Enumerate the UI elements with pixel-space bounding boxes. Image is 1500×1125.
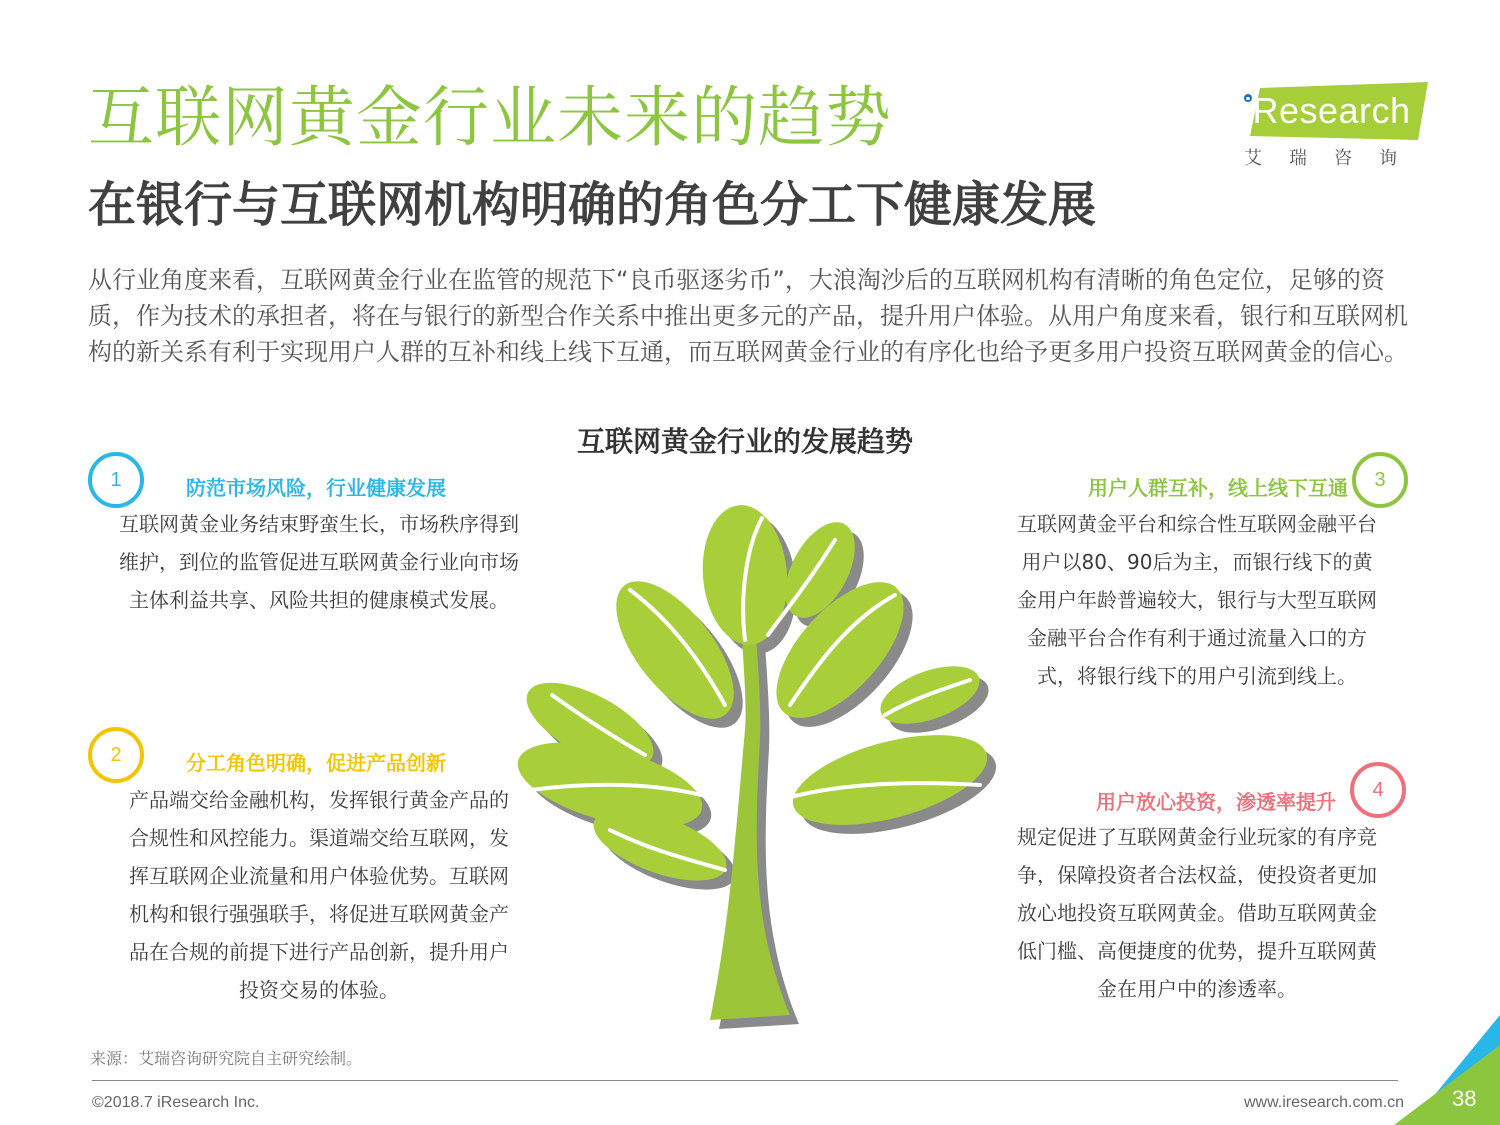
intro-paragraph: 从行业角度来看，互联网黄金行业在监管的规范下“良币驱逐劣币”，大浪淘沙后的互联网机构有清晰的角色定位，足够的资质，作为技术的承担者，将在与银行的新型合作关系中推出更多元的产品，提升用户体验。从用户角度来看，银行和互联网机构的新关系有利于实现用户人群的互补和线上线下互通，而互联网黄金行业的有序化也给予更多用户投资互联网黄金的信心。 — [88, 266, 1408, 366]
page-number: 38 — [1452, 1086, 1477, 1111]
item-title: 分工角色明确，促进产品创新 — [186, 751, 446, 775]
website-link[interactable]: www.iresearch.com.cn — [1244, 1094, 1405, 1111]
footer-divider — [92, 1080, 1398, 1081]
item-title: 用户人群互补，线上线下互通 — [1088, 476, 1348, 500]
page-subtitle: 在银行与互联网机构明确的角色分工下健康发展 — [88, 177, 1097, 233]
logo-chinese-name: 艾瑞咨询 — [1244, 148, 1424, 169]
item-description: 互联网黄金平台和综合性互联网金融平台用户以80、90后为主，而银行线下的黄金用户年龄普遍较大，银行与大型互联网金融平台合作有利于通过流量入口的方式，将银行线下的用户引流到线上。 — [1017, 512, 1377, 688]
diagram-title: 互联网黄金行业的发展趋势 — [576, 425, 913, 458]
iresearch-logo — [1236, 78, 1428, 172]
copyright-text: ©2018.7 iResearch Inc. — [92, 1094, 260, 1111]
source-note: 来源：艾瑞咨询研究院自主研究绘制。 — [90, 1049, 363, 1068]
item-title: 防范市场风险，行业健康发展 — [186, 476, 446, 500]
item-number-badge: 2 — [88, 727, 144, 783]
logo-wordmark: iResearch — [1244, 90, 1411, 131]
item-description: 产品端交给金融机构，发挥银行黄金产品的合规性和风控能力。渠道端交给互联网，发挥互联网企业流量和用户体验优势。互联网机构和银行强强联手，将促进互联网黄金产品在合规的前提下进行产品创新，提升用户投资交易的体验。 — [129, 788, 509, 1002]
item-description: 规定促进了互联网黄金行业玩家的有序竞争，保障投资者合法权益，使投资者更加放心地投资互联网黄金。借助互联网黄金低门槛、高便捷度的优势，提升互联网黄金在用户中的渗透率。 — [1017, 825, 1377, 1001]
item-number-badge: 4 — [1350, 762, 1406, 818]
item-number-badge: 3 — [1352, 452, 1408, 508]
item-title: 用户放心投资，渗透率提升 — [1096, 790, 1336, 814]
item-description: 互联网黄金业务结束野蛮生长，市场秩序得到维护，到位的监管促进互联网黄金行业向市场主体利益共享、风险共担的健康模式发展。 — [119, 512, 519, 612]
tree-leaves — [509, 502, 997, 1020]
item-number-badge: 1 — [88, 452, 144, 508]
tree-illustration — [500, 500, 1020, 1030]
page-title: 互联网黄金行业未来的趋势 — [88, 79, 892, 156]
corner-decoration — [1380, 1015, 1500, 1125]
